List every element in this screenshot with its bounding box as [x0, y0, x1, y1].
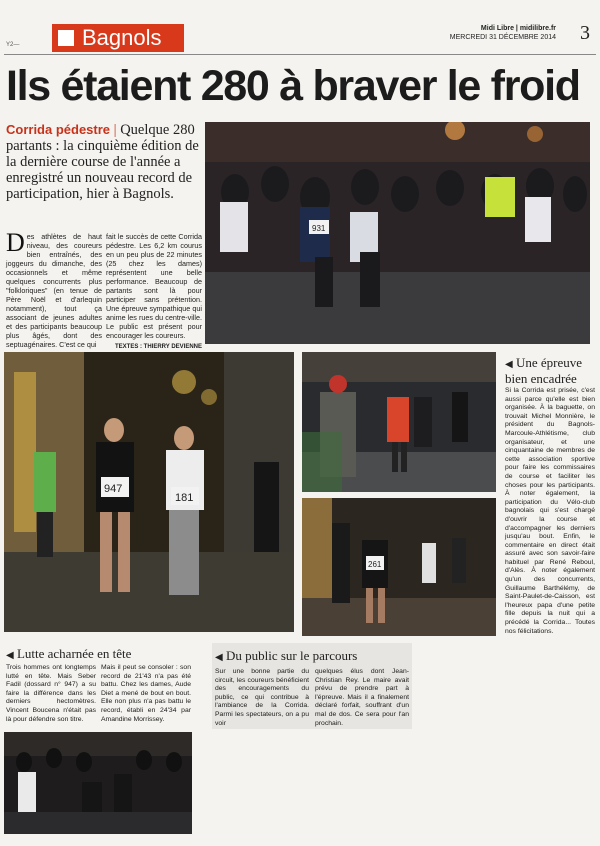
- paper-name: Midi Libre | midilibre.fr: [480, 25, 556, 32]
- headline: Ils étaient 280 à braver le froid: [6, 62, 580, 110]
- photo-runner-street: [302, 498, 496, 636]
- article-col2-text: fait le succès de cette Corrida pédestre. Les 6,2 km courus en un peu plus de 22 minutes (25 chez les dames) représentent une belle performance. Beaucoup de partants sont là pour participer sans prétention. Une épreuve sympathique qui anime les rues du centre-ville. Le public est présent pour encourager les coureurs.: [106, 232, 202, 340]
- article-column-2: [106, 232, 202, 364]
- page-label: Y2—: [6, 42, 20, 48]
- public-title-text: Du public sur le parcours: [225, 648, 358, 663]
- lutte-title: [6, 646, 131, 662]
- left-bib-1: 947: [104, 483, 123, 495]
- public-column-1: Sur une bonne partie du circuit, les coureurs bénéficient des encouragements du public, ce qui contribue à l'ambiance de la Corrida. Parmi les spectateurs, on a pu voir: [215, 668, 309, 727]
- sidebar-title-text: Une épreuve bien encadrée: [505, 355, 583, 386]
- credits-text: TEXTES : THIERRY DEVIENNE: [114, 344, 202, 350]
- chapo: Corrida pédestre | Quelque 280 partants : la cinquième édition de la dernière course de l'année a enregistré un nouveau record de participation, hier à Bagnols.: [6, 122, 199, 202]
- header-divider: [4, 54, 596, 55]
- page-number: 3: [580, 22, 590, 44]
- sidebar-title: [505, 356, 595, 386]
- triangle-icon: ◀: [6, 650, 14, 661]
- chapo-text: Quelque 280 partants : la cinquième édition de la dernière course de l'année a enregistré un nouveau record de participation, hier à Bagnols.: [6, 122, 199, 202]
- photo-start-runners: [205, 122, 590, 344]
- section-title: Bagnols: [82, 25, 162, 50]
- photo-lead-runners: [4, 352, 294, 632]
- masthead-info: [450, 24, 556, 42]
- photo-course-marshals: [302, 352, 496, 492]
- main-bib-number: 931: [312, 224, 326, 233]
- article-col1-text: es athlètes de haut niveau, des coureurs bien entraînés, des joggeurs du dimanche, des occasionnels et même quelques concurrents plus "folkloriques" (en tenue de Père Noël et d'arlequin notamment), tout ça associant de jeunes adultes et des participants beaucoup plus âgés, dont des septuagénaires. C'est ce qui: [6, 232, 102, 349]
- lutte-column-2: Mais il peut se consoler : son record de 21'43 n'a pas été battu. Chez les dames, Aude Diet a mené de bout en bout. Elle non plus n'a pas battu le record, établi en 24'34 par Amandine Morrissey.: [101, 664, 191, 723]
- section-banner: [52, 24, 184, 52]
- mid2-bib: 261: [368, 560, 382, 569]
- issue-date: MERCREDI 31 DÉCEMBRE 2014: [449, 34, 556, 41]
- article-column-1: [6, 228, 102, 349]
- kicker: Corrida pédestre: [6, 122, 111, 137]
- section-square-icon: [58, 30, 74, 46]
- sidebar-body: Si la Corrida est prisée, c'est aussi parce qu'elle est bien organisée. À la baguette, on trouvait Michel Monnière, le président du Bagnols-Marcoule-Athlétisme, club organisateur, et une cinquantaine de membres de cette association sportive pour faire les commissaires de course et faciliter les choses pour les participants. À noter également, la participation du Vélo-club bagnolais qui s'est chargé d'ouvrir la course et d'accompagner les derniers jusqu'au bout. Enfin, le commentaire en direct était assuré avec son savoir-faire habituel par René Reboul, d'Alès. À noter également qu'un des concurrents, Guillaume Barthélémy, de Saint-Paulet-de-Caisson, est l'heureux papa d'une petite fille depuis la nuit qui a précédé la Corrida... Toutes nos félicitations.: [505, 387, 595, 635]
- triangle-icon: ◀: [505, 359, 513, 370]
- dropcap: D: [6, 228, 25, 257]
- photo-night-runners: [4, 732, 192, 834]
- triangle-icon: ◀: [215, 652, 223, 663]
- left-bib-2: 181: [175, 492, 194, 504]
- public-column-2: quelques élus dont Jean-Christian Rey. Le maire avait prévu de prendre part à l'épreuve. Mais il a finalement déclaré forfait, souffrant d'un mal de dos. Ce sera pour l'an prochain.: [315, 668, 409, 727]
- lutte-title-text: Lutte acharnée en tête: [16, 646, 132, 661]
- lutte-column-1: Trois hommes ont longtemps lutté en tête. Mais Seber Fadil (dossard n° 947) a su faire la différence dans les derniers hectomètres. Vincent Boucena n'était pas là pour défendre son titre.: [6, 664, 96, 723]
- public-title: [215, 648, 357, 664]
